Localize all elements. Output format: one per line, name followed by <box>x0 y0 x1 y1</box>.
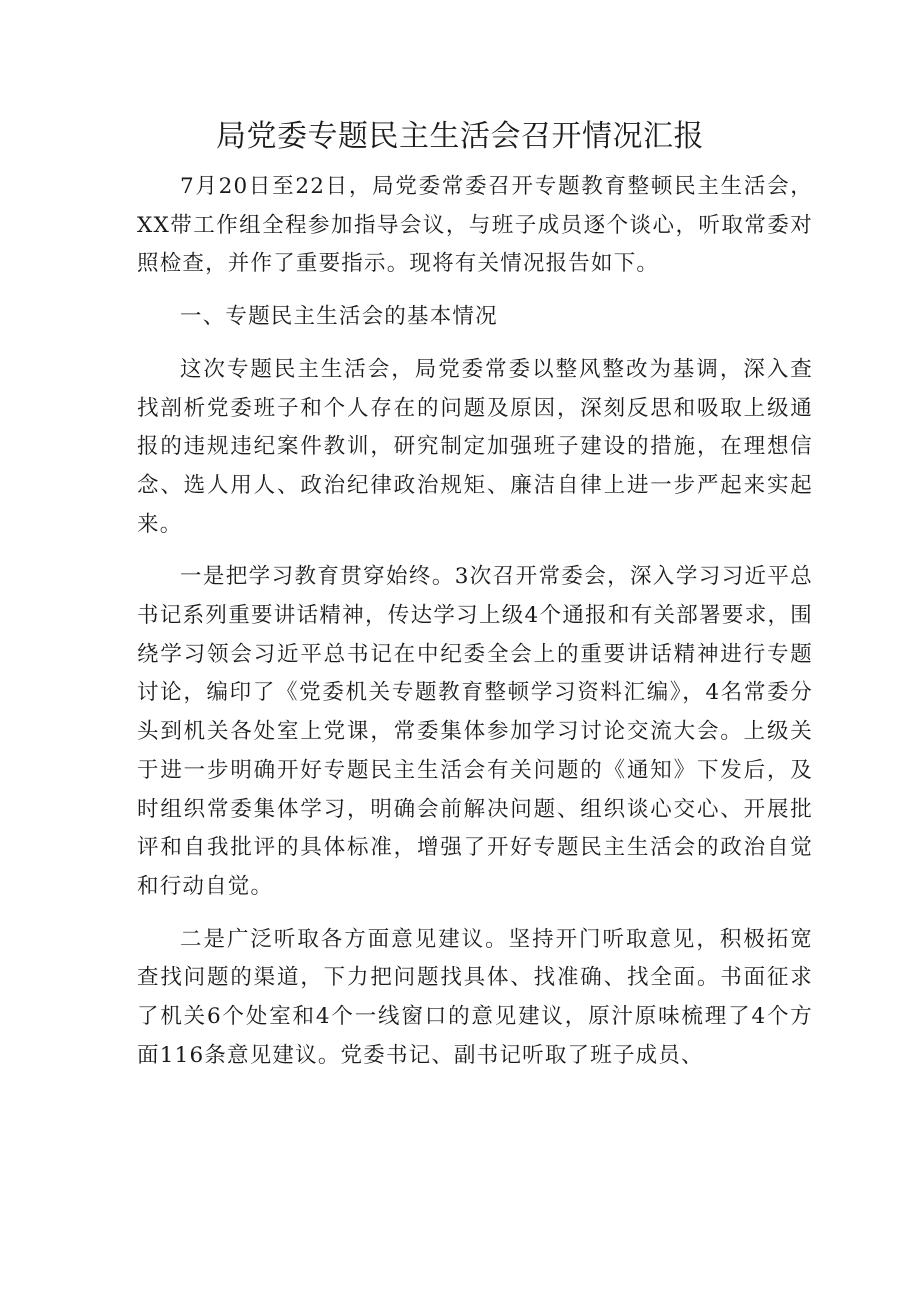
paragraph-point-two: 二是广泛听取各方面意见建议。坚持开门听取意见，积极拓宽查找问题的渠道，下力把问题找具体、找准确、找全面。书面征求了机关6个处室和4个一线窗口的意见建议，原汁原味梳理了4个方面116条意见建议。党委书记、副书记听取了班子成员、 <box>137 926 813 1068</box>
document-title: 局党委专题民主生活会召开情况汇报 <box>216 119 704 154</box>
paragraph-basic-situation: 这次专题民主生活会，局党委常委以整风整改为基调，深入查找剖析党委班子和个人存在的问题及原因，深刻反思和吸取上级通报的违规违纪案件教训，研究制定加强班子建设的措施，在理想信念、选人用人、政治纪律政治规矩、廉洁自律上进一步严起来实起来。 <box>137 356 813 537</box>
paragraph-intro: 7月20日至22日，局党委常委召开专题教育整顿民主生活会，XX带工作组全程参加指导会议，与班子成员逐个谈心，听取常委对照检查，并作了重要指示。现将有关情况报告如下。 <box>137 174 813 277</box>
section-heading: 一、专题民主生活会的基本情况 <box>180 304 498 330</box>
paragraph-point-one: 一是把学习教育贯穿始终。3次召开常委会，深入学习习近平总书记系列重要讲话精神，传达学习上级4个通报和有关部署要求，围绕学习领会习近平总书记在中纪委全会上的重要讲话精神进行专题讨论，编印了《党委机关专题教育整顿学习资料汇编》，4名常委分头到机关各处室上党课，常委集体参加学习讨论交流大会。上级关于进一步明确开好专题民主生活会有关问题的《通知》下发后，及时组织常委集体学习，明确会前解决问题、组织谈心交心、开展批评和自我批评的具体标准，增强了开好专题民主生活会的政治自觉和行动自觉。 <box>137 564 813 899</box>
document-body <box>137 168 813 1075</box>
